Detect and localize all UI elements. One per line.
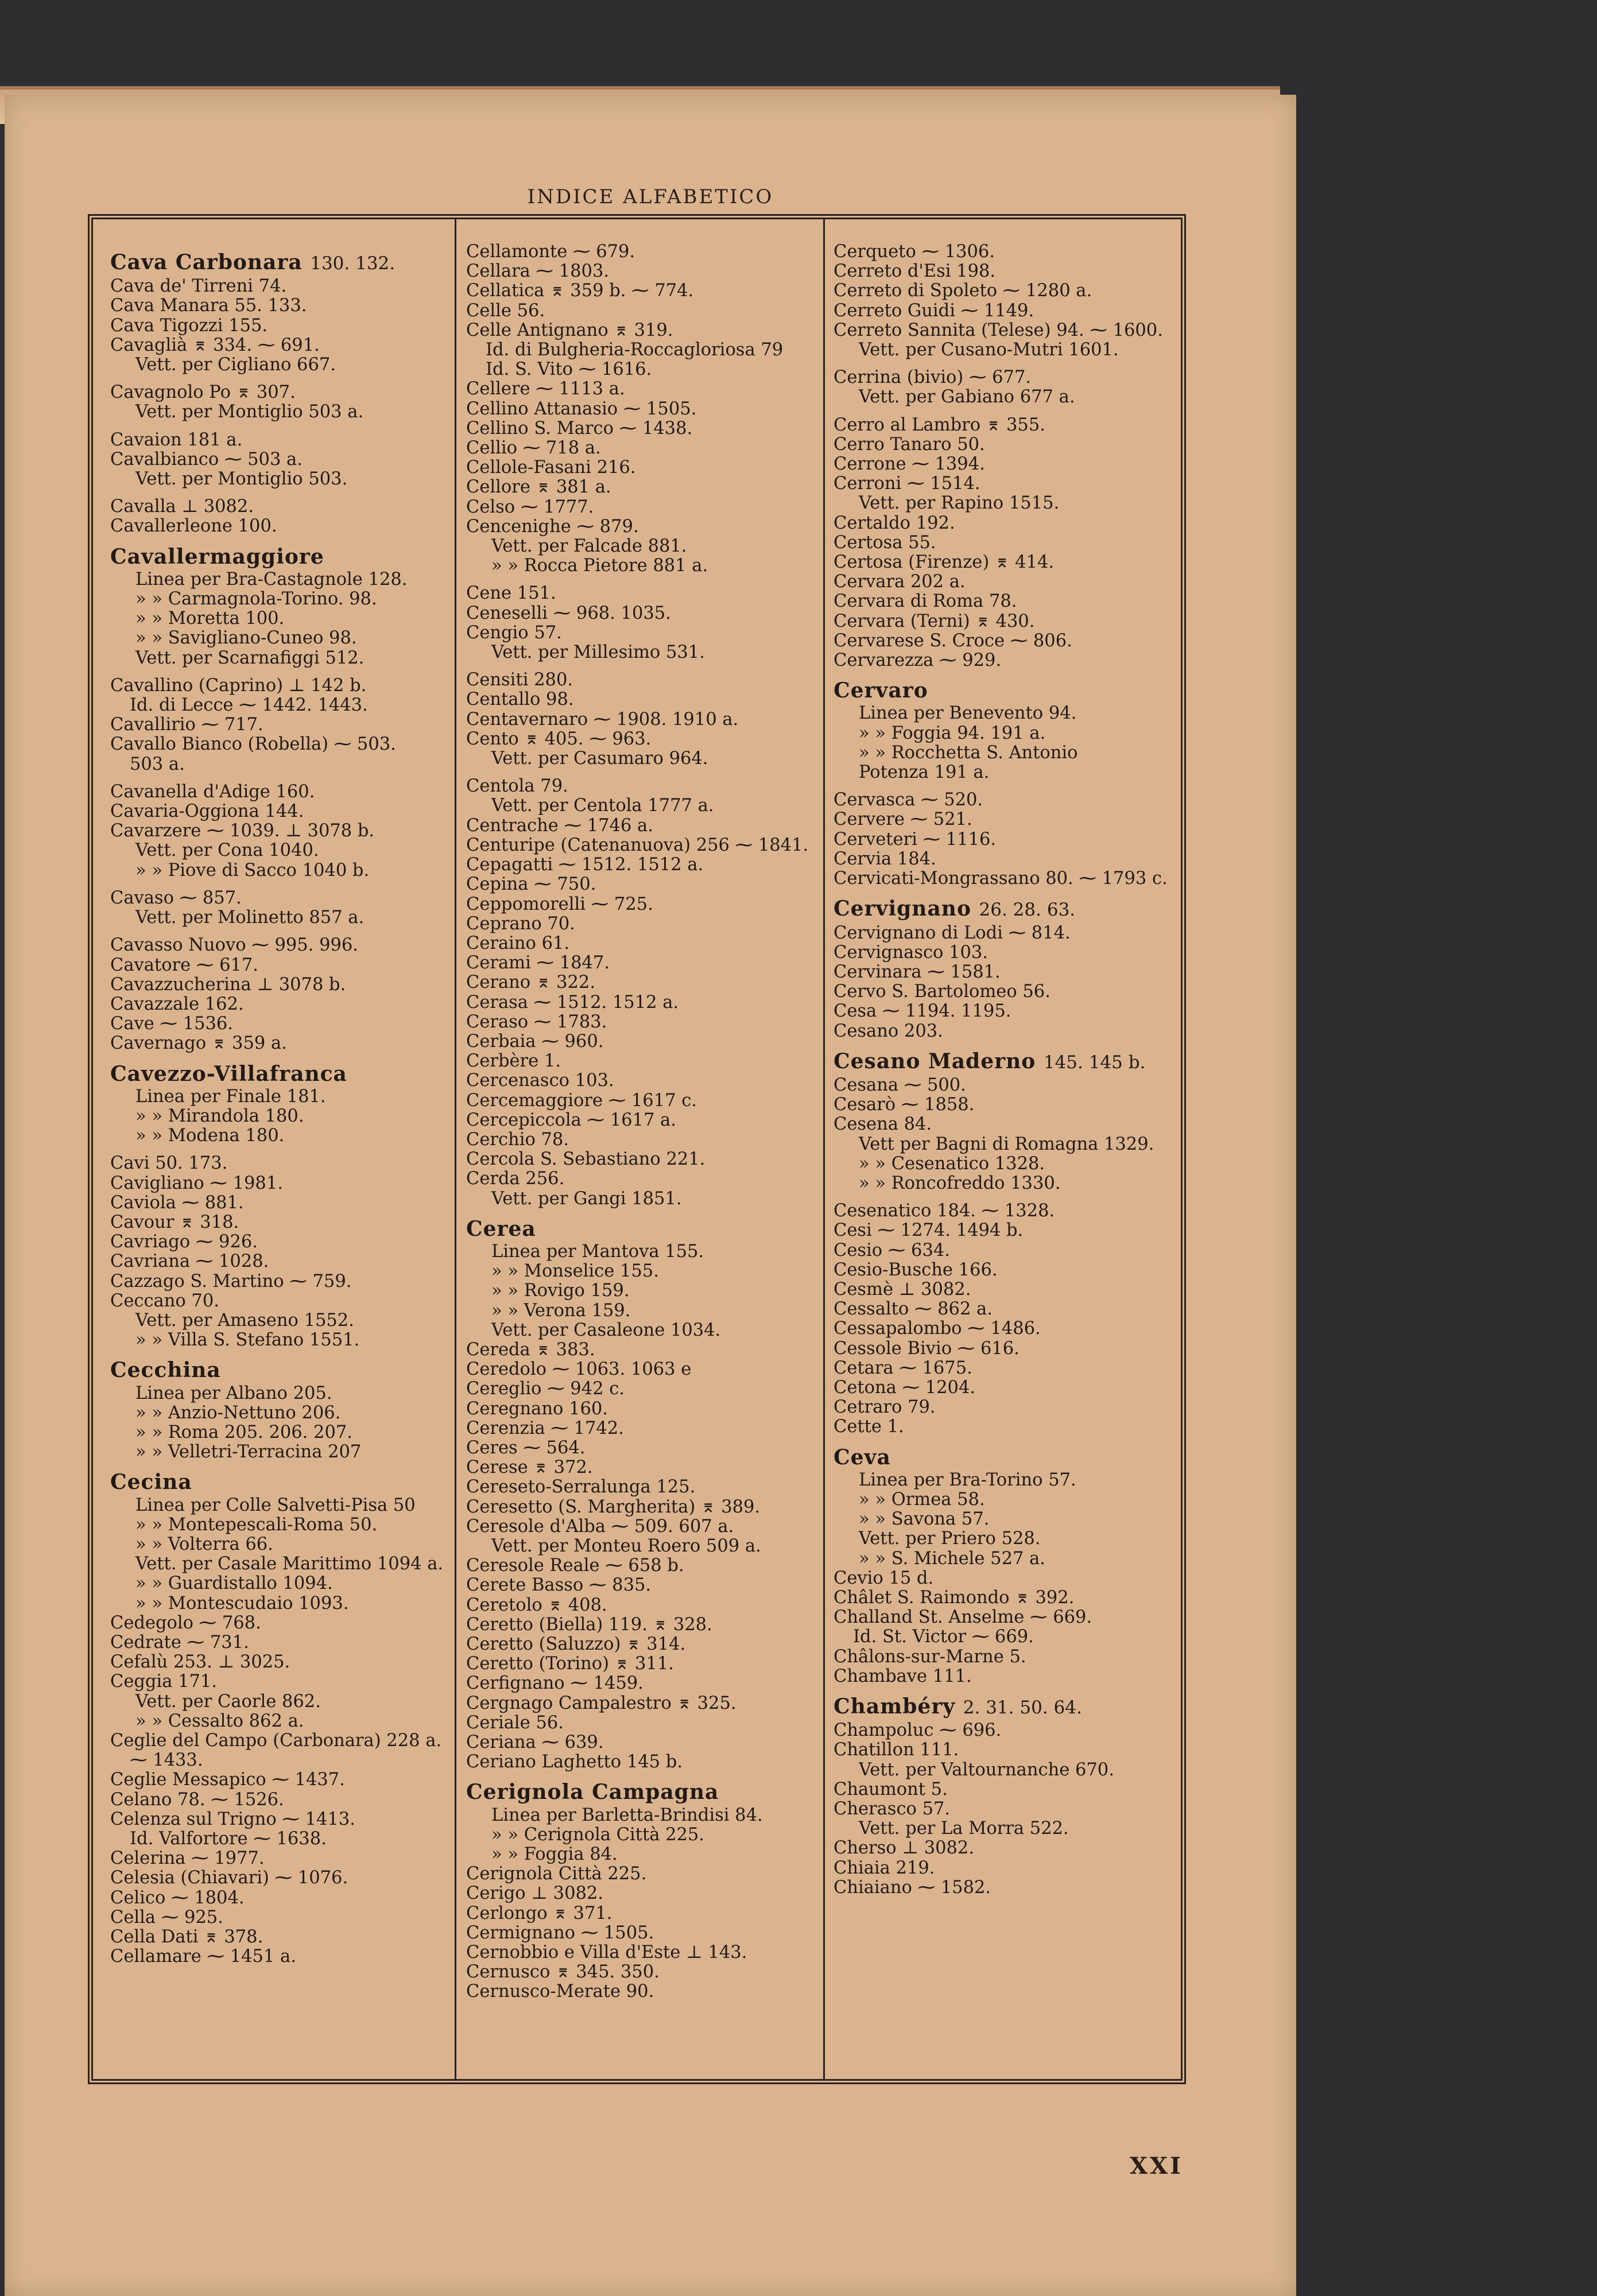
index-subentry: » » Velletri-Terracina 207 xyxy=(135,1442,362,1463)
index-subentry: Linea per Finale 181. xyxy=(135,1086,326,1107)
index-entry: Cervignasco 103. xyxy=(834,942,989,963)
index-entry: Ceretolo ⌆ 408. xyxy=(466,1595,607,1615)
index-entry: Cervarese S. Croce ⁓ 806. xyxy=(834,630,1072,651)
index-entry: Cerbère 1. xyxy=(466,1051,561,1072)
index-entry: Cava Manara 55. 133. xyxy=(110,296,307,316)
index-entry: Cerlongo ⌆ 371. xyxy=(466,1903,613,1923)
index-entry: Centola 79. xyxy=(466,776,568,797)
index-subentry: Linea per Benevento 94. xyxy=(859,703,1077,724)
index-entry: Cessole Bivio ⁓ 616. xyxy=(834,1338,1020,1359)
index-entry: Cavriana ⁓ 1028. xyxy=(110,1251,269,1272)
index-entry: Centrache ⁓ 1746 a. xyxy=(466,815,653,836)
index-subentry: Vett. per Falcade 881. xyxy=(491,536,687,557)
spacer xyxy=(110,668,446,676)
index-subentry: » » Ormea 58. xyxy=(859,1489,985,1510)
index-entry: Cesmè ⊥ 3082. xyxy=(834,1279,971,1300)
index-subentry: Vett. per Gangi 1851. xyxy=(491,1188,682,1209)
index-subentry: » » Moretta 100. xyxy=(135,608,285,629)
index-entry: Cellere ⁓ 1113 a. xyxy=(466,379,625,400)
spacer xyxy=(110,928,446,936)
index-entry: Cercemaggiore ⁓ 1617 c. xyxy=(466,1090,697,1111)
index-entry: Ceneselli ⁓ 968. 1035. xyxy=(466,603,671,623)
index-entry: Cavazzucherina ⊥ 3078 b. xyxy=(110,974,346,995)
index-heading-pages: 130. 132. xyxy=(310,253,396,274)
index-subentry: Vett. per Molinetto 857 a. xyxy=(135,907,365,928)
index-subentry: » » Monselice 155. xyxy=(491,1261,659,1282)
index-entry: Cerqueto ⁓ 1306. xyxy=(834,242,995,262)
index-entry: Ceraino 61. xyxy=(466,933,570,953)
index-subentry: » » Foggia 94. 191 a. xyxy=(859,723,1046,743)
index-entry: Châlons-sur-Marne 5. xyxy=(834,1646,1026,1667)
index-heading xyxy=(834,678,1175,703)
index-entry: Celle Antignano ⌆ 319. xyxy=(466,320,673,340)
index-heading xyxy=(110,544,446,569)
index-entry: Cella Dati ⌆ 378. xyxy=(110,1927,263,1948)
index-subentry: » » Modena 180. xyxy=(135,1126,285,1146)
index-entry: Ceglie del Campo (Carbonara) 228 a. xyxy=(110,1731,442,1751)
index-subentry: Vett. per Casumaro 964. xyxy=(491,748,708,769)
index-entry: Censiti 280. xyxy=(466,670,573,691)
index-entry: Cervicati-Mongrassano 80. ⁓ 1793 c. xyxy=(834,868,1168,889)
index-entry: Cervo S. Bartolomeo 56. xyxy=(834,982,1051,1002)
index-entry: Cerreto Guidi ⁓ 1149. xyxy=(834,300,1034,321)
index-entry: Celerina ⁓ 1977. xyxy=(110,1848,265,1869)
index-entry: Cerano ⌆ 322. xyxy=(466,972,596,993)
spacer xyxy=(110,375,446,383)
index-entry: Cernusco-Merate 90. xyxy=(466,1981,654,2002)
index-entry: Ceredolo ⁓ 1063. 1063 e xyxy=(466,1359,692,1380)
index-entry: Cervinara ⁓ 1581. xyxy=(834,961,1001,982)
index-entry: Cazzago S. Martino ⁓ 759. xyxy=(110,1271,352,1292)
spacer xyxy=(466,769,816,777)
index-heading-name: Cervignano xyxy=(834,897,971,921)
index-subentry: Linea per Albano 205. xyxy=(135,1383,332,1403)
index-entry: Centuripe (Catenanuova) 256 ⁓ 1841. xyxy=(466,835,809,855)
index-entry: 503 a. xyxy=(130,754,185,774)
index-subentry: Vett. per Amaseno 1552. xyxy=(135,1310,354,1331)
index-entry: Cerreto d'Esi 198. xyxy=(834,261,996,282)
index-subentry: » » Roncofreddo 1330. xyxy=(859,1173,1061,1193)
index-heading-name: Ceva xyxy=(834,1445,891,1469)
index-heading xyxy=(466,1216,816,1241)
spacer xyxy=(466,662,816,670)
index-entry: Cavazzale 162. xyxy=(110,994,244,1014)
index-column-2 xyxy=(466,242,816,2068)
index-entry: Cesio-Busche 166. xyxy=(834,1259,998,1280)
index-entry: Certaldo 192. xyxy=(834,513,955,533)
index-subentry: » » Rocca Pietore 881 a. xyxy=(491,556,708,576)
index-entry: Cavigliano ⁓ 1981. xyxy=(110,1173,283,1193)
index-entry: Cavi 50. 173. xyxy=(110,1153,228,1174)
index-heading-name: Cervaro xyxy=(834,678,928,703)
page-header: INDICE ALFABETICO xyxy=(527,185,774,208)
index-entry: Chiaiano ⁓ 1582. xyxy=(834,1877,991,1898)
index-column-1 xyxy=(110,242,446,2068)
index-heading-name: Cava Carbonara xyxy=(110,250,303,274)
index-heading xyxy=(834,899,1175,920)
index-entry: Cellino S. Marco ⁓ 1438. xyxy=(466,418,693,439)
index-subentry: » » Savigliano-Cuneo 98. xyxy=(135,628,357,649)
index-entry: Cervere ⁓ 521. xyxy=(834,809,972,830)
index-entry: Cereseto-Serralunga 125. xyxy=(466,1477,696,1498)
index-entry: Cava Tigozzi 155. xyxy=(110,315,268,336)
index-subentry: » » Cerignola Città 225. xyxy=(491,1824,704,1845)
index-entry: Cerami ⁓ 1847. xyxy=(466,953,610,974)
index-heading xyxy=(110,1061,446,1086)
index-entry: Cavriago ⁓ 926. xyxy=(110,1232,258,1252)
index-entry: Cereda ⌆ 383. xyxy=(466,1339,595,1360)
index-entry: Cerreto Sannita (Telese) 94. ⁓ 1600. xyxy=(834,320,1163,340)
index-entry: Cetraro 79. xyxy=(834,1397,936,1418)
index-heading-pages: 26. 28. 63. xyxy=(979,899,1076,921)
index-entry: Cervara di Roma 78. xyxy=(834,591,1017,612)
index-subentry: Linea per Colle Salvetti-Pisa 50 xyxy=(135,1495,416,1515)
index-entry: Cene 151. xyxy=(466,583,556,604)
index-frame xyxy=(88,214,1186,2084)
index-subentry: » » Rovigo 159. xyxy=(491,1281,630,1301)
index-entry: Cercenasco 103. xyxy=(466,1071,614,1091)
index-entry: Cavaglià ⌆ 334. ⁓ 691. xyxy=(110,335,320,355)
index-entry: Cercepiccola ⁓ 1617 a. xyxy=(466,1110,676,1130)
index-entry: Cherso ⊥ 3082. xyxy=(834,1838,975,1859)
index-heading xyxy=(110,1470,446,1495)
book-page xyxy=(5,95,1296,2296)
index-heading xyxy=(110,1358,446,1383)
index-entry: Cevio 15 d. xyxy=(834,1568,934,1588)
index-entry: Cesio ⁓ 634. xyxy=(834,1240,950,1261)
column-divider xyxy=(823,219,825,2079)
index-entry: Cervasca ⁓ 520. xyxy=(834,790,983,810)
index-subentry: » » Piove di Sacco 1040 b. xyxy=(135,860,370,881)
index-entry: Cerbaia ⁓ 960. xyxy=(466,1031,604,1052)
index-entry: ⁓ 1433. xyxy=(130,1750,203,1771)
index-entry: Cellore ⌆ 381 a. xyxy=(466,477,611,498)
index-entry: Cavaso ⁓ 857. xyxy=(110,887,242,908)
index-entry: Ceggia 171. xyxy=(110,1671,217,1692)
index-entry: Id. Valfortore ⁓ 1638. xyxy=(130,1829,327,1849)
page-number: XXI xyxy=(1130,2152,1183,2179)
spacer xyxy=(110,774,446,782)
index-entry: Cavanella d'Adige 160. xyxy=(110,781,315,802)
index-entry: Cavagnolo Po ⌆ 307. xyxy=(110,382,296,403)
index-entry: Cerrina (bivio) ⁓ 677. xyxy=(834,367,1032,388)
index-entry: Cefalù 253. ⊥ 3025. xyxy=(110,1652,290,1673)
spacer xyxy=(834,360,1175,368)
index-entry: Cergnago Campalestro ⌆ 325. xyxy=(466,1693,737,1713)
index-entry: Cerignola Città 225. xyxy=(466,1864,647,1884)
index-entry: Cerreto di Spoleto ⁓ 1280 a. xyxy=(834,281,1092,301)
index-heading xyxy=(834,1694,1175,1719)
index-subentry: Vett. per Montiglio 503. xyxy=(135,469,348,490)
index-entry: Champoluc ⁓ 696. xyxy=(834,1720,1002,1741)
index-entry: Ceriano Laghetto 145 b. xyxy=(466,1752,683,1773)
index-entry: Challand St. Anselme ⁓ 669. xyxy=(834,1607,1092,1628)
index-entry: Cereglio ⁓ 942 c. xyxy=(466,1379,625,1399)
index-subentry: Vett. per Montiglio 503 a. xyxy=(135,402,364,422)
index-entry: Cavallo Bianco (Robella) ⁓ 503. xyxy=(110,734,396,755)
index-subentry: Vett. per Gabiano 677 a. xyxy=(859,387,1075,408)
index-entry: Ceprano 70. xyxy=(466,913,575,934)
index-heading-name: Cerignola Campagna xyxy=(466,1780,719,1805)
index-entry: Ceriana ⁓ 639. xyxy=(466,1732,604,1753)
index-entry: Chaumont 5. xyxy=(834,1779,948,1799)
index-entry: Cetona ⁓ 1204. xyxy=(834,1377,976,1398)
index-entry: Cesano 203. xyxy=(834,1021,943,1041)
index-subentry: » » Anzio-Nettuno 206. xyxy=(135,1402,341,1423)
index-subentry: » » Savona 57. xyxy=(859,1509,990,1530)
index-heading xyxy=(834,1445,1175,1469)
spacer xyxy=(110,422,446,430)
index-entry: Cessapalombo ⁓ 1486. xyxy=(834,1318,1041,1339)
index-entry: Centallo 98. xyxy=(466,689,574,710)
index-entry: Ceppomorelli ⁓ 725. xyxy=(466,894,653,914)
index-entry: Cellamonte ⁓ 679. xyxy=(466,242,635,262)
index-entry: Cesi ⁓ 1274. 1494 b. xyxy=(834,1220,1024,1241)
index-entry: Cellino Attanasio ⁓ 1505. xyxy=(466,398,697,419)
index-heading-pages: 145. 145 b. xyxy=(1043,1052,1146,1073)
index-subentry: » » Cessalto 862 a. xyxy=(135,1711,304,1731)
index-entry: Id. St. Victor ⁓ 669. xyxy=(853,1627,1034,1647)
index-entry: Cesena 84. xyxy=(834,1114,932,1135)
index-subentry: Vett. per Priero 528. xyxy=(859,1529,1041,1549)
index-entry: Ceglie Messapico ⁓ 1437. xyxy=(110,1770,345,1790)
index-entry: Ceccano 70. xyxy=(110,1290,219,1311)
index-subentry: Vett. per Monteu Roero 509 a. xyxy=(491,1536,761,1556)
index-subentry: Vett. per Cigliano 667. xyxy=(135,355,336,375)
index-entry: Cercola S. Sebastiano 221. xyxy=(466,1149,706,1170)
index-entry: Celle 56. xyxy=(466,300,545,321)
index-entry: Cervarezza ⁓ 929. xyxy=(834,650,1002,671)
index-entry: Cherasco 57. xyxy=(834,1799,951,1820)
index-entry: Cette 1. xyxy=(834,1417,904,1437)
index-entry: Cerro Tanaro 50. xyxy=(834,434,985,455)
spacer xyxy=(466,576,816,584)
index-subentry: » » Carmagnola-Torino. 98. xyxy=(135,589,377,610)
index-subentry: Vett. per Rapino 1515. xyxy=(859,493,1060,514)
index-subentry: » » Foggia 84. xyxy=(491,1844,618,1865)
index-entry: Id. di Bulgheria-Roccagloriosa 79 xyxy=(486,340,784,360)
index-entry: Cellamare ⁓ 1451 a. xyxy=(110,1946,296,1967)
index-entry: Cavalla ⊥ 3082. xyxy=(110,497,254,517)
index-entry: Cavatore ⁓ 617. xyxy=(110,955,258,975)
index-heading-name: Cavezzo-Villafranca xyxy=(110,1061,347,1086)
index-entry: Cave ⁓ 1536. xyxy=(110,1014,234,1034)
index-entry: Cavalbianco ⁓ 503 a. xyxy=(110,449,303,470)
index-entry: Cepina ⁓ 750. xyxy=(466,874,596,895)
index-entry: Cerda 256. xyxy=(466,1169,565,1189)
index-entry: Ceresole Reale ⁓ 658 b. xyxy=(466,1556,684,1576)
index-entry: Cavaria-Oggiona 144. xyxy=(110,801,304,822)
index-entry: Certosa (Firenze) ⌆ 414. xyxy=(834,552,1055,573)
index-entry: Cervara (Terni) ⌆ 430. xyxy=(834,611,1035,631)
index-entry: Cavaion 181 a. xyxy=(110,429,243,450)
index-column-3 xyxy=(834,242,1175,2068)
index-subentry: Vett. per Cusano-Mutri 1601. xyxy=(859,340,1119,360)
index-entry: Centavernaro ⁓ 1908. 1910 a. xyxy=(466,709,739,730)
index-entry: Cesarò ⁓ 1858. xyxy=(834,1095,975,1115)
index-entry: Certosa 55. xyxy=(834,532,936,553)
index-subentry: Potenza 191 a. xyxy=(859,762,990,783)
index-entry: Ceraso ⁓ 1783. xyxy=(466,1011,607,1032)
index-entry: Cernusco ⌆ 345. 350. xyxy=(466,1962,660,1983)
index-subentry: Vett. per Valtournanche 670. xyxy=(859,1759,1114,1780)
index-entry: Cerigo ⊥ 3082. xyxy=(466,1883,603,1904)
index-subentry: Vett. per Casale Marittimo 1094 a. xyxy=(135,1554,444,1574)
index-subentry: Vett. per Cona 1040. xyxy=(135,840,319,861)
index-entry: Cerroni ⁓ 1514. xyxy=(834,474,980,494)
index-subentry: » » Verona 159. xyxy=(491,1300,631,1321)
index-subentry: » » S. Michele 527 a. xyxy=(859,1548,1045,1569)
index-entry: Id. S. Vito ⁓ 1616. xyxy=(486,359,652,380)
index-entry: Cessalto ⁓ 862 a. xyxy=(834,1299,993,1320)
index-heading-name: Chambéry xyxy=(834,1694,956,1719)
index-entry: Ceresole d'Alba ⁓ 509. 607 a. xyxy=(466,1516,734,1537)
index-heading-name: Cecchina xyxy=(110,1358,221,1383)
index-entry: Cavallino (Caprino) ⊥ 142 b. xyxy=(110,675,367,696)
index-entry: Ceriale 56. xyxy=(466,1712,564,1733)
index-heading-name: Cavallermaggiore xyxy=(110,544,324,569)
index-entry: Cerro al Lambro ⌆ 355. xyxy=(834,414,1045,435)
index-subentry: » » Guardistallo 1094. xyxy=(135,1573,333,1594)
index-entry: Cavarzere ⁓ 1039. ⊥ 3078 b. xyxy=(110,821,375,841)
index-entry: Cellio ⁓ 718 a. xyxy=(466,438,601,459)
index-subentry: Linea per Bra-Torino 57. xyxy=(859,1469,1076,1490)
index-entry: Celesia (Chiavari) ⁓ 1076. xyxy=(110,1868,348,1888)
index-subentry: » » Roma 205. 206. 207. xyxy=(135,1422,352,1442)
index-heading xyxy=(110,250,446,274)
index-entry: Ceresetto (S. Margherita) ⌆ 389. xyxy=(466,1496,761,1517)
index-entry: Cerfignano ⁓ 1459. xyxy=(466,1673,644,1694)
column-divider xyxy=(455,219,456,2079)
index-entry: Cellara ⁓ 1803. xyxy=(466,261,610,282)
index-subentry: Vett. per Centola 1777 a. xyxy=(491,796,714,816)
index-entry: Ceregnano 160. xyxy=(466,1398,608,1419)
index-subentry: Vett per Bagni di Romagna 1329. xyxy=(859,1134,1154,1154)
index-entry: Cermignano ⁓ 1505. xyxy=(466,1922,654,1943)
index-entry: Chatillon 111. xyxy=(834,1740,959,1760)
index-entry: Cavernago ⌆ 359 a. xyxy=(110,1033,287,1054)
index-heading-name: Cerea xyxy=(466,1216,536,1241)
index-subentry: » » Rocchetta S. Antonio xyxy=(859,742,1078,763)
index-entry: Cavallirio ⁓ 717. xyxy=(110,715,263,735)
index-entry: Cedegolo ⁓ 768. xyxy=(110,1612,261,1633)
spacer xyxy=(110,1146,446,1154)
index-entry: Cerveteri ⁓ 1116. xyxy=(834,829,997,850)
index-entry: Cerchio 78. xyxy=(466,1129,569,1150)
index-entry: Celico ⁓ 1804. xyxy=(110,1887,245,1908)
spacer xyxy=(834,1193,1175,1201)
index-entry: Cellatica ⌆ 359 b. ⁓ 774. xyxy=(466,281,694,301)
index-heading-name: Cesano Maderno xyxy=(834,1049,1036,1073)
index-subentry: » » Volterra 66. xyxy=(135,1534,273,1554)
index-subentry: Vett. per La Morra 522. xyxy=(859,1818,1069,1839)
index-entry: Id. di Lecce ⁓ 1442. 1443. xyxy=(130,695,368,716)
index-entry: Cerese ⌆ 372. xyxy=(466,1457,593,1478)
index-subentry: Vett. per Millesimo 531. xyxy=(491,642,705,663)
spacer xyxy=(110,489,446,497)
index-heading xyxy=(834,1049,1175,1073)
index-entry: Celano 78. ⁓ 1526. xyxy=(110,1789,284,1810)
index-entry: Cavasso Nuovo ⁓ 995. 996. xyxy=(110,935,358,956)
index-entry: Ceretto (Torino) ⌆ 311. xyxy=(466,1654,674,1674)
index-entry: Cetara ⁓ 1675. xyxy=(834,1358,972,1378)
index-subentry: Vett. per Casaleone 1034. xyxy=(491,1320,721,1340)
spacer xyxy=(834,408,1175,416)
index-entry: Ceres ⁓ 564. xyxy=(466,1437,586,1458)
index-entry: Cernobbio e Villa d'Este ⊥ 143. xyxy=(466,1942,747,1963)
spacer xyxy=(110,881,446,889)
index-subentry: » » Montepescali-Roma 50. xyxy=(135,1514,378,1535)
index-subentry: Linea per Bra-Castagnole 128. xyxy=(135,569,408,589)
index-entry: Chambave 111. xyxy=(834,1666,972,1686)
index-entry: Ceretto (Biella) 119. ⌆ 328. xyxy=(466,1614,712,1635)
index-subentry: Vett. per Scarnafiggi 512. xyxy=(135,647,365,668)
index-entry: Cerenzia ⁓ 1742. xyxy=(466,1418,624,1438)
index-entry: Cerete Basso ⁓ 835. xyxy=(466,1575,652,1596)
index-entry: Chiaia 219. xyxy=(834,1857,935,1878)
index-heading xyxy=(466,1780,816,1805)
index-entry: Cavallerleone 100. xyxy=(110,516,277,537)
index-subentry: Linea per Barletta-Brindisi 84. xyxy=(491,1805,763,1825)
index-entry: Cervia 184. xyxy=(834,848,936,869)
index-subentry: Vett. per Caorle 862. xyxy=(135,1691,321,1712)
index-entry: Cepagatti ⁓ 1512. 1512 a. xyxy=(466,855,704,875)
index-entry: Cencenighe ⁓ 879. xyxy=(466,516,639,537)
spacer xyxy=(834,782,1175,790)
index-entry: Cesa ⁓ 1194. 1195. xyxy=(834,1001,1011,1022)
index-entry: Cesenatico 184. ⁓ 1328. xyxy=(834,1201,1055,1221)
index-entry: Celso ⁓ 1777. xyxy=(466,497,594,517)
index-entry: Cavour ⌆ 318. xyxy=(110,1212,239,1232)
index-entry: Cella ⁓ 925. xyxy=(110,1907,223,1927)
index-entry: Châlet S. Raimondo ⌆ 392. xyxy=(834,1588,1075,1608)
index-entry: Cervignano di Lodi ⁓ 814. xyxy=(834,922,1071,943)
index-entry: Cerrone ⁓ 1394. xyxy=(834,454,985,475)
index-heading-name: Cecina xyxy=(110,1470,192,1495)
index-subentry: » » Cesenatico 1328. xyxy=(859,1153,1045,1174)
index-entry: Cento ⌆ 405. ⁓ 963. xyxy=(466,728,652,749)
index-entry: Ceretto (Saluzzo) ⌆ 314. xyxy=(466,1634,686,1655)
index-subentry: » » Villa S. Stefano 1551. xyxy=(135,1330,360,1351)
index-entry: Cervara 202 a. xyxy=(834,572,966,592)
index-heading-pages: 2. 31. 50. 64. xyxy=(963,1697,1082,1719)
index-entry: Cava de' Tirreni 74. xyxy=(110,276,287,297)
index-subentry: Linea per Mantova 155. xyxy=(491,1241,704,1262)
index-entry: Cesana ⁓ 500. xyxy=(834,1075,966,1095)
index-subentry: » » Mirandola 180. xyxy=(135,1106,304,1126)
index-entry: Cengio 57. xyxy=(466,622,562,643)
index-entry: Cerasa ⁓ 1512. 1512 a. xyxy=(466,992,679,1013)
index-entry: Cellole-Fasani 216. xyxy=(466,457,636,478)
index-entry: Celenza sul Trigno ⁓ 1413. xyxy=(110,1809,355,1829)
index-entry: Caviola ⁓ 881. xyxy=(110,1192,244,1213)
index-entry: Cedrate ⁓ 731. xyxy=(110,1632,249,1653)
index-subentry: » » Montescudaio 1093. xyxy=(135,1593,349,1614)
